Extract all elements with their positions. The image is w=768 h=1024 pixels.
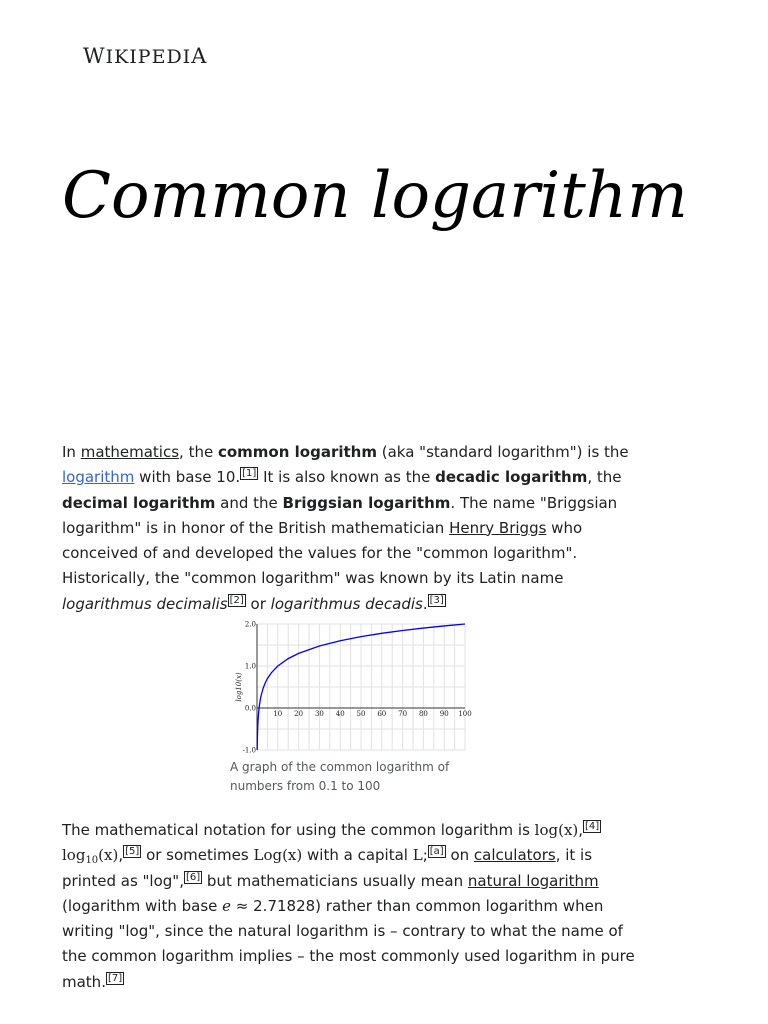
x-tick-label: 90 xyxy=(439,710,449,718)
page-title: Common logarithm xyxy=(62,159,688,233)
x-tick-label: 100 xyxy=(458,710,472,718)
figure-caption: A graph of the common logarithm of numbers from 0.1 to 100 xyxy=(230,760,450,793)
math-part: (x) xyxy=(98,846,119,865)
text: In xyxy=(62,443,81,461)
notation-paragraph xyxy=(62,818,642,995)
text: or sometimes xyxy=(141,846,254,865)
text: , the xyxy=(179,443,218,461)
text: and the xyxy=(215,493,283,512)
math-log-x: log(x) xyxy=(534,821,579,839)
math-L: L xyxy=(412,846,423,865)
log-graph-figure[interactable] xyxy=(230,620,472,755)
x-tick-label: 60 xyxy=(377,710,387,718)
text: . xyxy=(422,594,428,613)
ref-3[interactable]: [3] xyxy=(429,594,444,606)
ref-a[interactable]: [a] xyxy=(429,846,444,858)
text: (aka "standard logarithm") is the xyxy=(376,443,629,461)
text: who conceived of and developed the values for the "common logarithm". Historically, the "common logarithm" was known by its Latin name xyxy=(62,518,583,588)
mathematics-link[interactable]: mathematics xyxy=(80,443,180,461)
math-capital-log: Log(x) xyxy=(253,846,303,865)
text: The mathematical notation for using the common logarithm is xyxy=(62,821,535,839)
text: with a capital xyxy=(302,846,413,865)
logarithm-link[interactable]: logarithm xyxy=(62,468,135,487)
bold-term: common logarithm xyxy=(217,443,377,461)
y-axis-label: log10(x) xyxy=(235,672,243,702)
text: ; xyxy=(422,846,428,865)
math-part: log xyxy=(62,846,86,865)
text: (logarithm with base xyxy=(62,896,223,915)
math-subscript: 10 xyxy=(85,855,99,867)
ref-5[interactable]: [5] xyxy=(125,846,140,858)
italic-term: logarithmus decadis xyxy=(270,594,423,613)
y-tick-label: 1.0 xyxy=(244,662,256,671)
bold-term: decimal logarithm xyxy=(62,493,216,512)
text: ≈ 2.71828) rather than common logarithm when writing "log", since the natural logarithm is – contrary to what the name of the common logarithm implies – the most commonly used logarithm in pure math. xyxy=(62,896,635,991)
x-tick-label: 30 xyxy=(314,710,324,718)
log-graph-chart xyxy=(230,620,472,755)
calculators-link[interactable]: calculators xyxy=(473,846,556,865)
text: , xyxy=(118,846,124,865)
ref-4[interactable]: [4] xyxy=(585,821,600,832)
ref-7[interactable]: [7] xyxy=(107,972,123,984)
text: , xyxy=(578,821,584,839)
wikipedia-logo[interactable] xyxy=(83,44,207,68)
x-tick-label: 40 xyxy=(335,710,345,718)
ref-2[interactable]: [2] xyxy=(229,594,244,606)
ref-6[interactable]: [6] xyxy=(185,871,201,883)
text: It is also known as the xyxy=(258,468,436,487)
natural-logarithm-link[interactable]: natural logarithm xyxy=(467,871,599,890)
math-e: e xyxy=(222,896,232,915)
logo-last-letter: A xyxy=(191,44,208,68)
x-tick-label: 80 xyxy=(418,710,428,718)
bold-term: decadic logarithm xyxy=(435,468,588,487)
x-tick-label: 20 xyxy=(294,710,304,718)
text: , the xyxy=(587,468,622,487)
logo-first-letter: W xyxy=(83,44,106,68)
logo-middle: IKIPEDI xyxy=(105,46,192,68)
y-tick-label: -1.0 xyxy=(242,746,256,755)
x-tick-label: 10 xyxy=(273,710,283,718)
ref-1[interactable]: [1] xyxy=(242,468,257,480)
y-tick-label: 0.0 xyxy=(244,704,256,713)
text: . The name "Briggsian logarithm" is in honor of the British mathematician xyxy=(62,493,618,537)
text: but mathematicians usually mean xyxy=(202,871,468,890)
y-tick-label: 2.0 xyxy=(244,620,256,629)
henry-briggs-link[interactable]: Henry Briggs xyxy=(449,518,547,537)
text: with base 10. xyxy=(134,468,241,487)
italic-term: logarithmus decimalis xyxy=(62,594,228,613)
text: , it is printed as "log", xyxy=(62,846,593,890)
math-log10-x xyxy=(62,846,119,867)
intro-paragraph xyxy=(62,440,642,617)
x-tick-label: 70 xyxy=(398,710,408,718)
bold-term: Briggsian logarithm xyxy=(282,493,451,512)
x-tick-label: 50 xyxy=(356,710,366,718)
text: on xyxy=(445,846,474,865)
text: or xyxy=(245,594,271,613)
